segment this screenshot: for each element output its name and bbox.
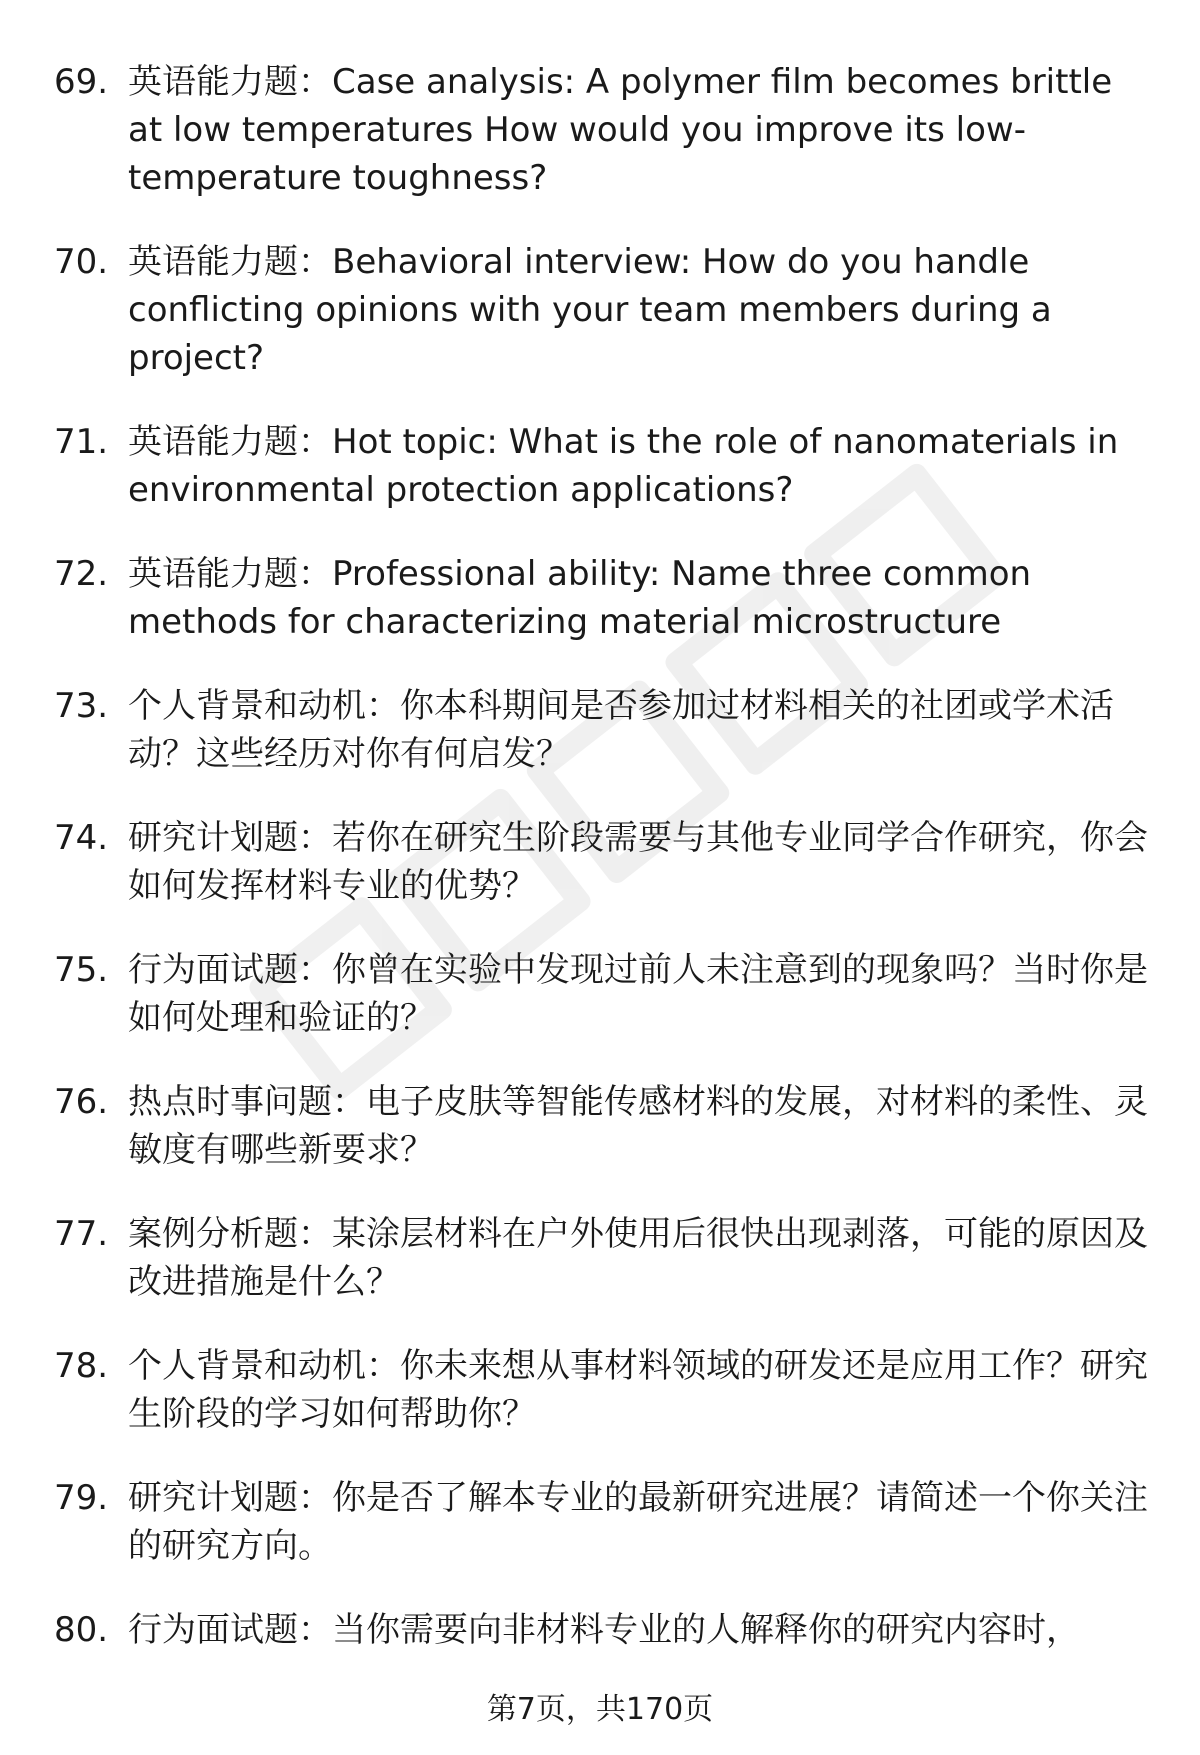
question-item: [0, 238, 1200, 382]
question-number: 70.: [54, 242, 109, 282]
question-item: [0, 550, 1200, 646]
question-number: 73.: [54, 686, 109, 726]
question-number: 80.: [54, 1610, 109, 1650]
question-text: 英语能力题：Behavioral interview: How do you handle conflicting opinions with your team members during a project?: [128, 242, 1052, 378]
question-item: [0, 1606, 1200, 1654]
question-item: [0, 946, 1200, 1042]
question-item: [0, 1342, 1200, 1438]
question-text: 英语能力题：Professional ability: Name three common methods for characterizing material microstructure: [128, 554, 1032, 642]
question-number: 78.: [54, 1346, 109, 1386]
question-item: [0, 814, 1200, 910]
question-text: 研究计划题：若你在研究生阶段需要与其他专业同学合作研究，你会如何发挥材料专业的优势？: [128, 818, 1148, 906]
question-text: 英语能力题：Case analysis: A polymer film becomes brittle at low temperatures How would you improve its low-temperature toughness?: [128, 62, 1113, 198]
question-text: 案例分析题：某涂层材料在户外使用后很快出现剥落，可能的原因及改进措施是什么？: [128, 1214, 1148, 1302]
question-number: 72.: [54, 554, 109, 594]
question-text: 英语能力题：Hot topic: What is the role of nanomaterials in environmental protection applications?: [128, 422, 1119, 510]
question-text: 行为面试题：当你需要向非材料专业的人解释你的研究内容时，: [128, 1610, 1080, 1650]
question-number: 79.: [54, 1478, 109, 1518]
page-number-footer: 第7页，共170页: [486, 1692, 714, 1727]
question-text: 个人背景和动机：你未来想从事材料领域的研发还是应用工作？研究生阶段的学习如何帮助你？: [128, 1346, 1148, 1434]
question-number: 77.: [54, 1214, 109, 1254]
question-number: 74.: [54, 818, 109, 858]
question-item: [0, 58, 1200, 202]
question-number: 76.: [54, 1082, 109, 1122]
question-number: 75.: [54, 950, 109, 990]
question-item: [0, 1474, 1200, 1570]
question-item: [0, 682, 1200, 778]
question-list: [0, 58, 1200, 1690]
question-text: 行为面试题：你曾在实验中发现过前人未注意到的现象吗？当时你是如何处理和验证的？: [128, 950, 1148, 1038]
question-number: 71.: [54, 422, 109, 462]
question-item: [0, 418, 1200, 514]
question-item: [0, 1210, 1200, 1306]
question-number: 69.: [54, 62, 109, 102]
question-text: 个人背景和动机：你本科期间是否参加过材料相关的社团或学术活动？这些经历对你有何启发？: [128, 686, 1114, 774]
question-text: 热点时事问题：电子皮肤等智能传感材料的发展，对材料的柔性、灵敏度有哪些新要求？: [128, 1082, 1148, 1170]
question-text: 研究计划题：你是否了解本专业的最新研究进展？请简述一个你关注的研究方向。: [128, 1478, 1148, 1566]
question-item: [0, 1078, 1200, 1174]
